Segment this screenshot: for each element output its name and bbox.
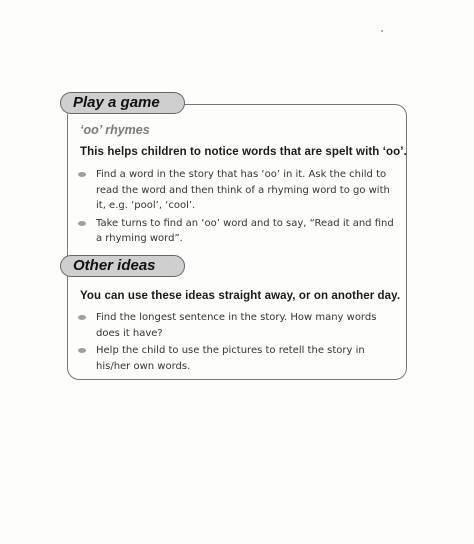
list-item	[78, 310, 396, 341]
bullet-icon	[78, 172, 86, 177]
list-item	[78, 167, 396, 214]
list-item-text: Find a word in the story that has ‘oo’ in it. Ask the child to read the word and then think of a rhyming word to go with it, e.g. ‘pool’, ‘cool’.	[96, 169, 390, 211]
play-a-game-tab	[60, 92, 185, 114]
play-game-list	[78, 167, 396, 249]
list-item-text: Find the longest sentence in the story. How many words does it have?	[96, 312, 377, 339]
bullet-icon	[78, 348, 86, 353]
bullet-icon	[78, 221, 86, 226]
play-a-game-label: Play a game	[73, 94, 160, 111]
list-item	[78, 216, 396, 247]
other-ideas-tab	[60, 255, 185, 277]
other-ideas-list	[78, 310, 396, 376]
bullet-icon	[78, 315, 86, 320]
oo-rhymes-heading: ‘oo’ rhymes	[80, 123, 150, 137]
list-item	[78, 343, 396, 374]
other-ideas-intro: You can use these ideas straight away, or on another day.	[80, 290, 401, 302]
other-ideas-label: Other ideas	[73, 257, 156, 274]
page-speck	[381, 30, 383, 32]
play-game-intro: This helps children to notice words that are spelt with ‘oo’.	[80, 146, 407, 158]
list-item-text: Help the child to use the pictures to retell the story in his/her own words.	[96, 345, 365, 372]
list-item-text: Take turns to find an ‘oo’ word and to say, “Read it and find a rhyming word”.	[96, 217, 394, 244]
